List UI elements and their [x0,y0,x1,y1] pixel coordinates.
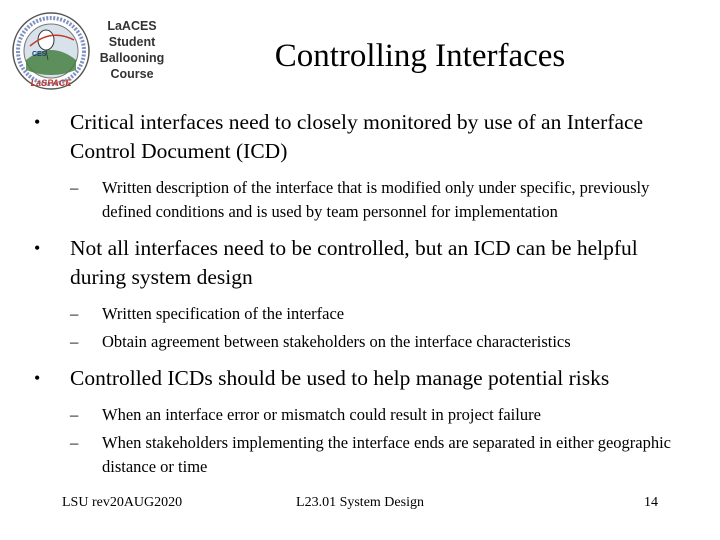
bullet-mark: • [34,238,41,258]
sub-bullet-text: When stakeholders implementing the interface ends are separated in either geographic distance or time [102,433,672,476]
sub-bullet-mark: – [70,304,79,323]
footer-revision: LSU rev20AUG2020 [62,495,183,510]
sub-bullet-text: Obtain agreement between stakeholders on the interface characteristics [102,332,571,351]
bullet-item [28,364,698,393]
sub-bullet-mark: – [70,178,79,197]
footer-page-number: 14 [644,495,658,510]
sub-bullet-item [28,330,698,354]
sub-bullet-text: Written description of the interface that is modified only under specific, previously defined conditions and is used by team personnel for implementation [102,178,650,221]
bullet-text: Not all interfaces need to be controlled, but an ICD can be helpful during system design [70,236,638,289]
bullet-mark: • [34,112,41,132]
bullet-mark: • [34,368,41,388]
sub-bullet-text: When an interface error or mismatch could result in project failure [102,405,541,424]
bullet-item [28,234,698,292]
footer-course-title: L23.01 System Design [296,495,424,510]
slide-title: Controlling Interfaces [274,38,566,74]
logo-line: Ballooning [99,51,165,65]
laspace-seal-icon [10,10,92,92]
logo-line: Student [108,35,156,49]
sub-bullet-item [28,403,698,427]
seal-ces-text: CES [32,51,47,58]
sub-bullet-item [28,176,698,224]
sub-bullet-mark: – [70,332,79,351]
bullet-group [28,108,698,224]
bullet-text: Critical interfaces need to closely monitored by use of an Interface Control Document (ICD) [70,110,644,163]
slide-content [28,108,698,489]
laaces-logo [10,10,170,92]
bullet-group [28,364,698,479]
seal-brand-text: LaSPACE [30,78,72,88]
sub-bullet-mark: – [70,405,79,424]
bullet-text: Controlled ICDs should be used to help manage potential risks [70,366,610,390]
logo-text [92,18,172,82]
logo-line: Course [110,67,154,81]
sub-bullet-item [28,302,698,326]
sub-bullet-mark: – [70,433,79,452]
bullet-group [28,234,698,354]
sub-bullet-text: Written specification of the interface [102,304,345,323]
logo-line: LaACES [107,19,157,33]
bullet-item [28,108,698,166]
sub-bullet-item [28,431,698,479]
